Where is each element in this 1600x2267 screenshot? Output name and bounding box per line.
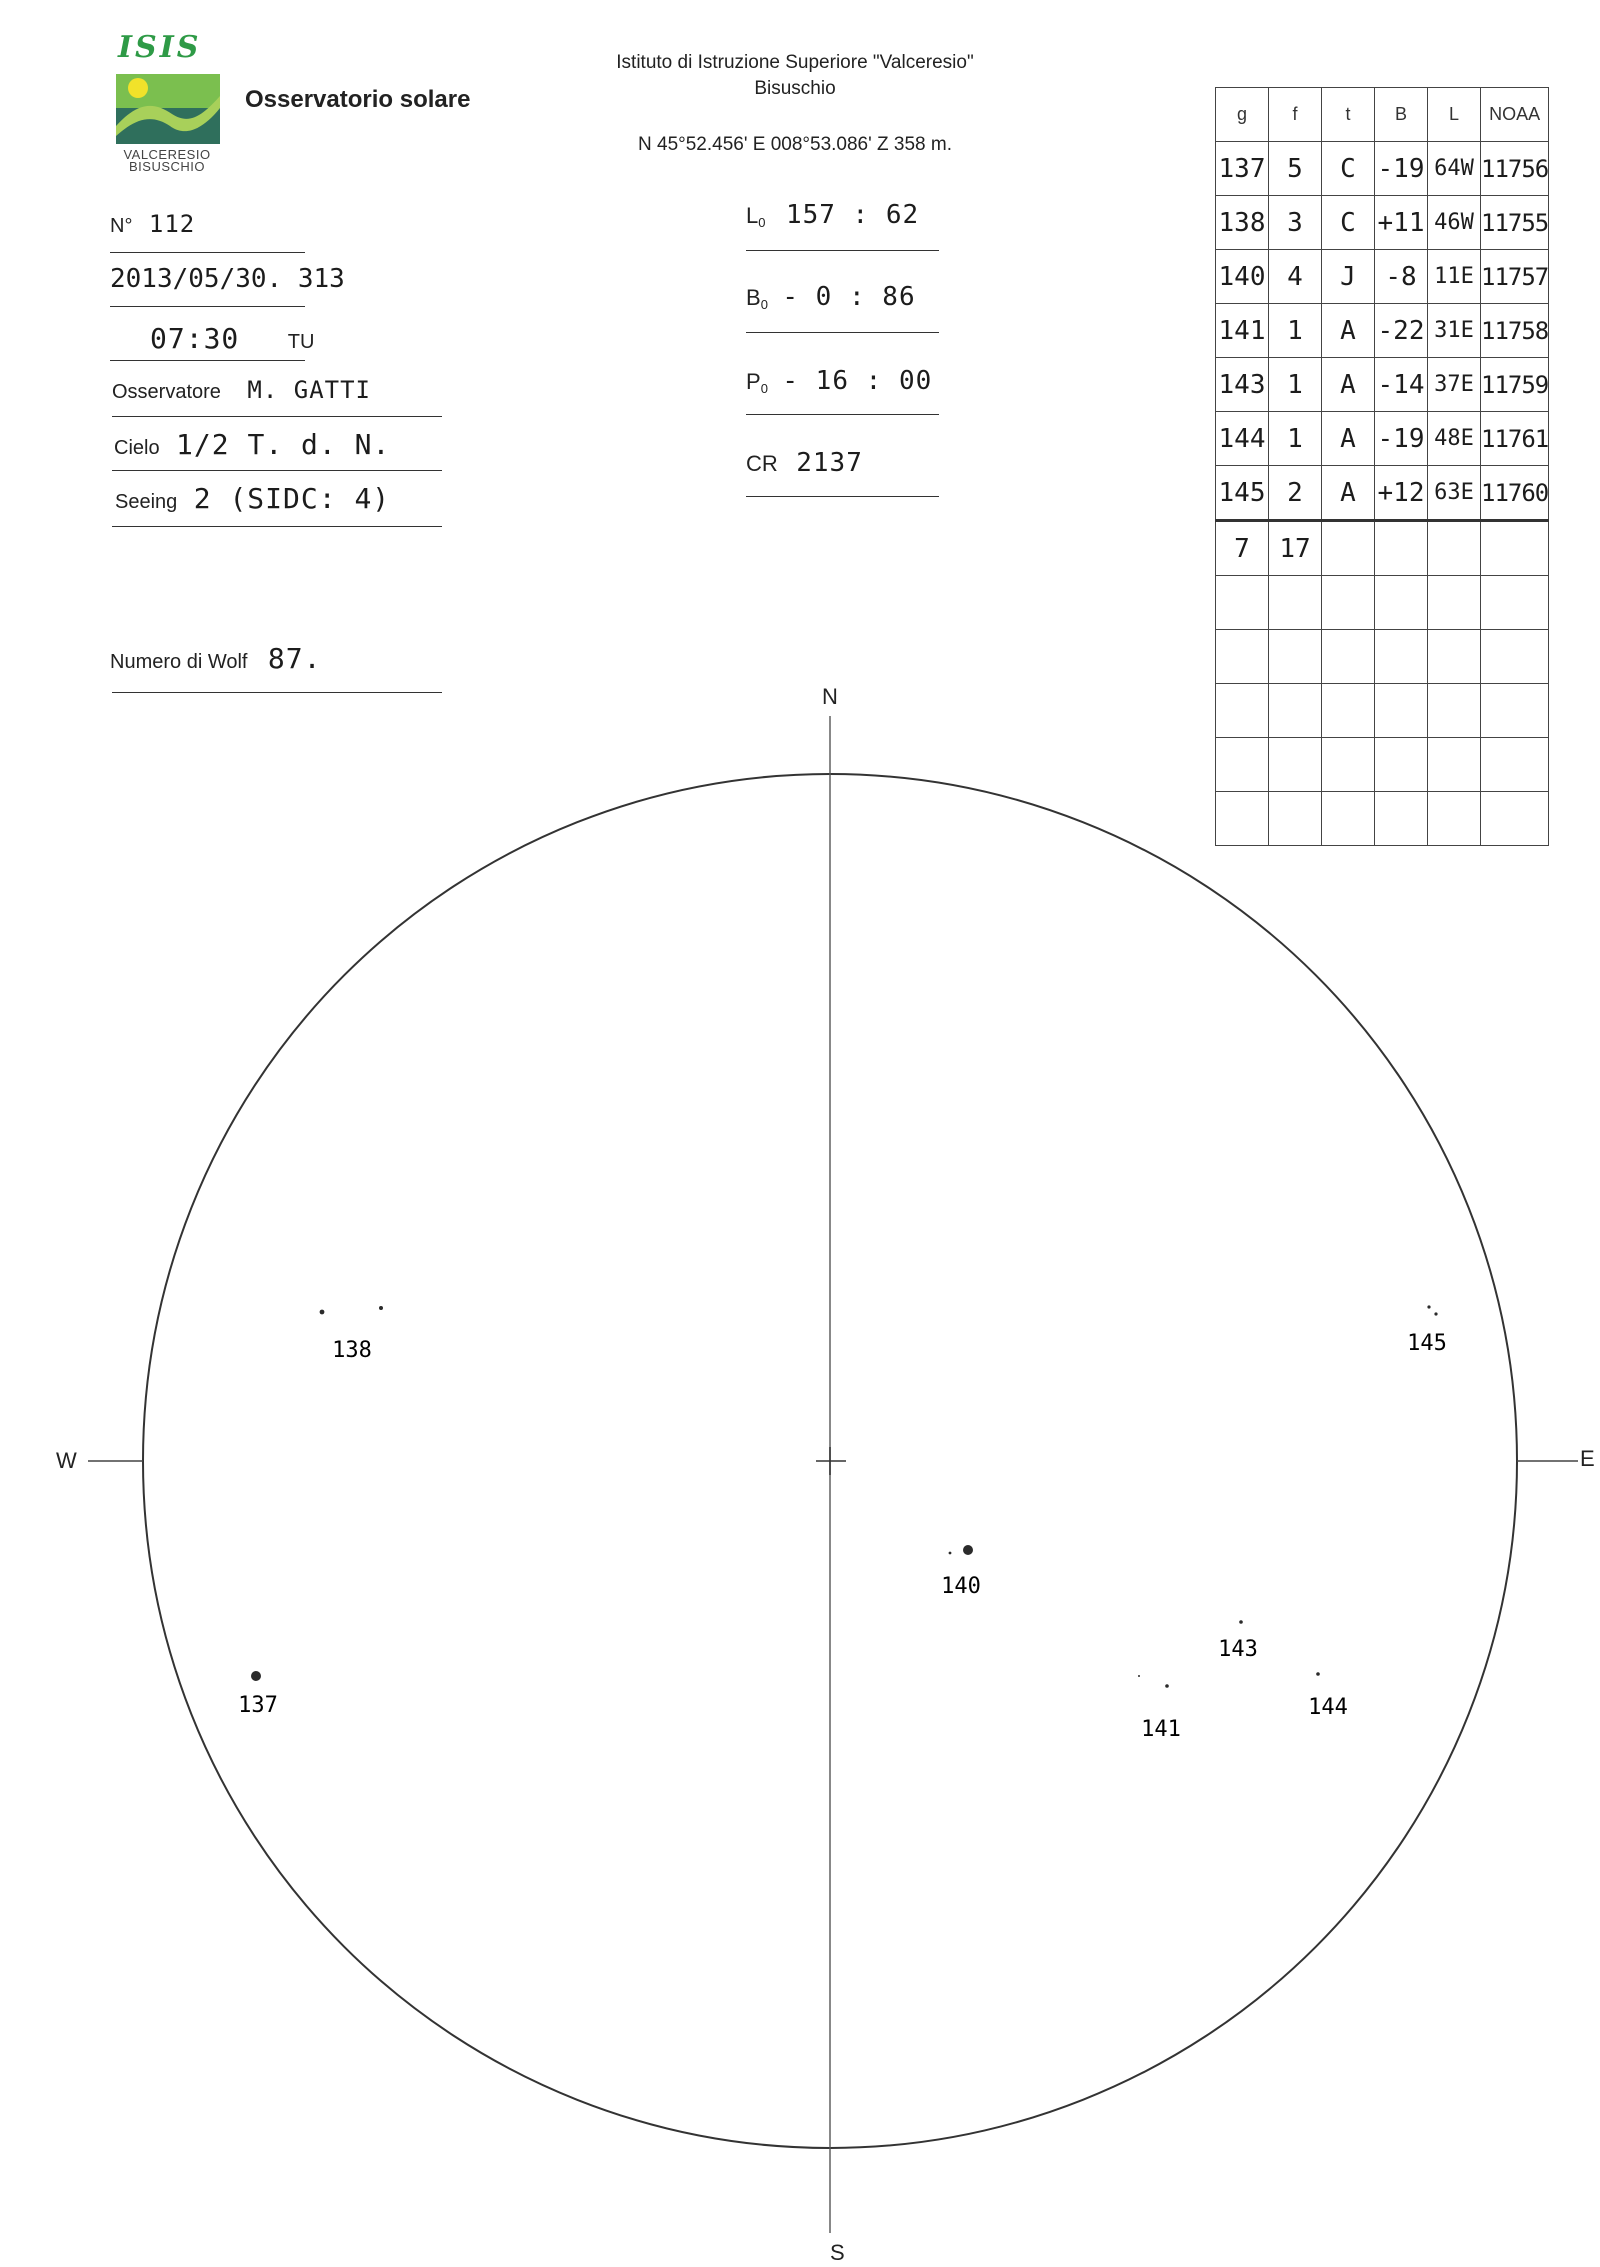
table-cell: 63E [1428,466,1481,521]
north-label-text: N [822,684,838,709]
institute-name: Istituto di Istruzione Superiore "Valceresio" [616,52,974,73]
south-label: S [830,2240,845,2265]
table-empty-cell [1375,630,1428,684]
table-cell: 1 [1269,358,1322,412]
table-cell: 31E [1428,304,1481,358]
record-number [110,210,195,238]
b0-line [746,332,939,333]
table-cell: 46W [1428,196,1481,250]
table-cell: 145 [1216,466,1269,521]
table-cell: 140 [1216,250,1269,304]
sunspot-mark [1427,1305,1430,1308]
p0-label: P [746,369,761,394]
table-empty-cell [1428,630,1481,684]
table-cell: A [1322,412,1375,466]
table-empty-cell [1481,576,1549,630]
table-row [1216,142,1549,196]
table-cell: 5 [1269,142,1322,196]
sky-value: 1/2 T. d. N. [176,428,391,461]
observer-label: Osservatore [112,381,221,403]
table-cell: 11757 [1481,250,1549,304]
sunspot-group-label: 138 [332,1338,372,1363]
observatory-coordinates: N 45°52.456' E 008°53.086' Z 358 m. [638,134,952,155]
table-cell: A [1322,358,1375,412]
logo-emblem-icon [116,74,220,144]
cr-label: CR [746,451,778,476]
table-cell: 138 [1216,196,1269,250]
table-empty-cell [1216,630,1269,684]
l0-value: 157 : 62 [785,200,920,230]
record-number-line [110,252,305,253]
observation-time-line [110,360,305,361]
sunspot-mark [963,1545,973,1555]
sunspot-mark [1434,1312,1437,1315]
table-empty-row [1216,576,1549,630]
table-cell: 11758 [1481,304,1549,358]
wolf-line [112,692,442,693]
table-cell: +12 [1375,466,1428,521]
table-cell: -14 [1375,358,1428,412]
table-row [1216,466,1549,521]
header-cell-f: f [1269,88,1322,142]
table-empty-cell [1269,576,1322,630]
table-cell: 1 [1269,304,1322,358]
table-cell: 48E [1428,412,1481,466]
table-total-cell [1428,521,1481,576]
table-cell: 143 [1216,358,1269,412]
sunspot-mark [1138,1675,1140,1677]
seeing [115,482,390,515]
table-empty-cell [1322,630,1375,684]
table-row [1216,196,1549,250]
table-cell: A [1322,466,1375,521]
sky-label: Cielo [114,437,160,459]
table-cell: -22 [1375,304,1428,358]
sunspot-group-label: 137 [238,1693,278,1718]
sunspot-group-label: 145 [1407,1331,1447,1356]
record-number-value: 112 [148,210,196,238]
sunspot-mark [949,1552,952,1555]
west-label: W [56,1448,77,1473]
wolf-number [110,642,321,675]
table-total-cell [1322,521,1375,576]
logo-subtitle-2: BISUSCHIO [128,159,205,174]
table-cell: -19 [1375,142,1428,196]
b0-label: B [746,285,761,310]
table-cell: 64W [1428,142,1481,196]
table-cell: 144 [1216,412,1269,466]
table-cell: 11760 [1481,466,1549,521]
table-cell: 2 [1269,466,1322,521]
table-cell: C [1322,196,1375,250]
sunspot-mark [1165,1684,1169,1688]
table-header-row [1216,88,1549,142]
observer-value: M. GATTI [247,376,371,404]
table-cell: 11755 [1481,196,1549,250]
table-cell: 141 [1216,304,1269,358]
header-cell-g: g [1216,88,1269,142]
table-row [1216,412,1549,466]
table-cell: 11759 [1481,358,1549,412]
sunspot-group-label: 144 [1308,1695,1348,1720]
logo-subtitle-1: VALCERESIO [123,147,211,162]
east-label: E [1580,1446,1595,1471]
table-cell: 37E [1428,358,1481,412]
table-row [1216,358,1549,412]
institute-town: Bisuschio [754,78,836,99]
header-cell-t: t [1322,88,1375,142]
p0-line [746,414,939,415]
sunspot-mark [379,1306,383,1310]
cr-line [746,496,939,497]
observation-date-line [110,306,305,307]
table-cell: -8 [1375,250,1428,304]
sunspot-group-label: 143 [1218,1637,1258,1662]
school-logo [112,30,222,174]
sunspot-group-label: 140 [941,1574,981,1599]
header-cell-noaa: NOAA [1481,88,1549,142]
header-cell-l: L [1428,88,1481,142]
sunspot-mark [1239,1620,1243,1624]
table-totals-row [1216,521,1549,576]
wolf-value: 87. [267,642,322,675]
ephemeris-b0 [746,282,916,312]
cr-value: 2137 [796,448,863,478]
l0-line [746,250,939,251]
logo-text: ISIS [118,30,202,65]
seeing-value: 2 (SIDC: 4) [193,482,391,515]
table-cell: 11E [1428,250,1481,304]
table-total-cell: 17 [1269,521,1322,576]
header-cell-b: B [1375,88,1428,142]
p0-subscript: 0 [760,381,768,397]
observation-time-value: 07:30 [150,322,240,355]
observer-line [112,416,442,417]
table-empty-cell [1322,576,1375,630]
table-cell: 4 [1269,250,1322,304]
sunspot-mark [320,1310,325,1315]
table-cell: 11756 [1481,142,1549,196]
sky-condition [114,428,390,461]
table-empty-row [1216,630,1549,684]
record-number-label: N° [110,215,133,237]
table-cell: -19 [1375,412,1428,466]
table-cell: 137 [1216,142,1269,196]
table-empty-cell [1481,630,1549,684]
b0-subscript: 0 [760,297,768,313]
l0-subscript: 0 [758,215,766,231]
l0-label: L [746,203,759,228]
seeing-label: Seeing [115,491,178,513]
table-cell: 1 [1269,412,1322,466]
table-cell: A [1322,304,1375,358]
table-total-cell [1481,521,1549,576]
ephemeris-p0 [746,366,932,396]
table-empty-cell [1216,576,1269,630]
p0-value: - 16 : 00 [782,366,933,396]
observation-date: 2013/05/30. 313 [110,264,345,294]
sunspot-mark [251,1671,261,1681]
sunspot-group-label: 141 [1141,1717,1181,1742]
table-cell: +11 [1375,196,1428,250]
table-cell: C [1322,142,1375,196]
observation-time-unit: TU [287,331,315,353]
table-cell: 11761 [1481,412,1549,466]
table-cell: 3 [1269,196,1322,250]
observer [112,376,371,404]
table-empty-cell [1269,630,1322,684]
ephemeris-cr [746,448,863,478]
table-empty-cell [1428,576,1481,630]
sky-line [112,470,442,471]
table-total-cell: 7 [1216,521,1269,576]
table-total-cell [1375,521,1428,576]
table-cell: J [1322,250,1375,304]
table-row [1216,250,1549,304]
ephemeris-l0 [746,200,919,230]
table-empty-cell [1375,576,1428,630]
sunspot-mark [1316,1672,1320,1676]
solar-disk-drawing [0,700,1600,2260]
seeing-line [112,526,442,527]
table-row [1216,304,1549,358]
b0-value: - 0 : 86 [782,282,916,312]
observatory-title: Osservatorio solare [245,86,471,113]
observation-time [150,322,314,355]
wolf-label: Numero di Wolf [110,651,248,673]
